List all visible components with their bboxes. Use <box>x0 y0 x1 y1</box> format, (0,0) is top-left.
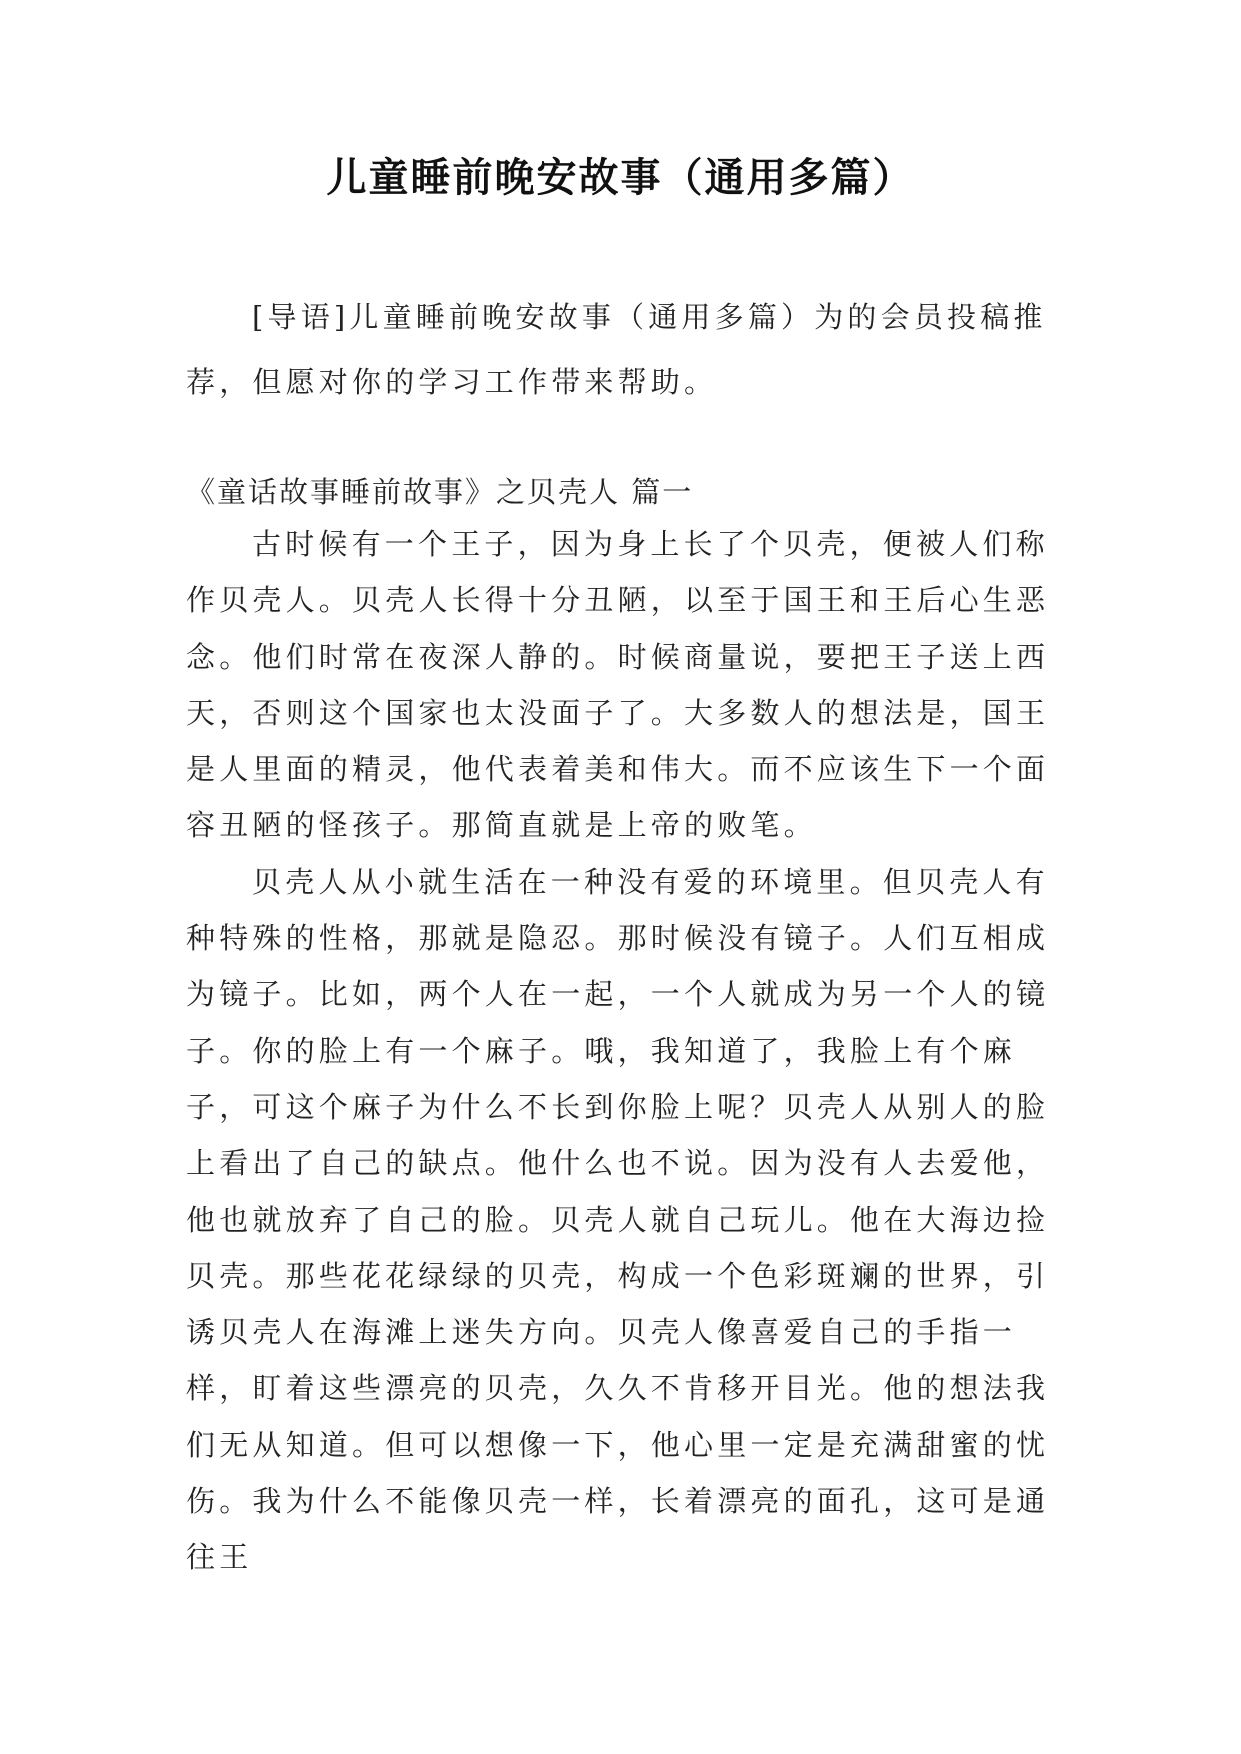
chapter-heading: 《童话故事睡前故事》之贝壳人 篇一 <box>186 475 694 509</box>
intro-paragraph: [导语]儿童睡前晚安故事（通用多篇）为的会员投稿推荐，但愿对你的学习工作带来帮助。 <box>186 300 1047 399</box>
story-paragraph: 贝壳人从小就生活在一种没有爱的环境里。但贝壳人有种特殊的性格，那就是隐忍。那时候没有镜子。人们互相成为镜子。比如，两个人在一起，一个人就成为另一个人的镜子。你的脸上有一个麻子。哦，我知道了，我脸上有个麻子，可这个麻子为什么不长到你脸上呢？贝壳人从别人的脸上看出了自己的缺点。他什么也不说。因为没有人去爱他，他也就放弃了自己的脸。贝壳人就自己玩儿。他在大海边捡贝壳。那些花花绿绿的贝壳，构成一个色彩斑斓的世界，引诱贝壳人在海滩上迷失方向。贝壳人像喜爱自己的手指一样，盯着这些漂亮的贝壳，久久不肯移开目光。他的想法我们无从知道。但可以想像一下，他心里一定是充满甜蜜的忧伤。我为什么不能像贝壳一样，长着漂亮的面孔，这可是通往王 <box>186 864 1050 1575</box>
story-paragraph: 古时候有一个王子，因为身上长了个贝壳，便被人们称作贝壳人。贝壳人长得十分丑陋，以至于国王和王后心生恶念。他们时常在夜深人静的。时候商量说，要把王子送上西天，否则这个国家也太没面子了。大多数人的想法是，国王是人里面的精灵，他代表着美和伟大。而不应该生下一个面容丑陋的怪孩子。那简直就是上帝的败笔。 <box>186 527 1050 843</box>
document-title: 儿童睡前晚安故事（通用多篇） <box>326 155 915 201</box>
story-body <box>186 516 1061 1586</box>
